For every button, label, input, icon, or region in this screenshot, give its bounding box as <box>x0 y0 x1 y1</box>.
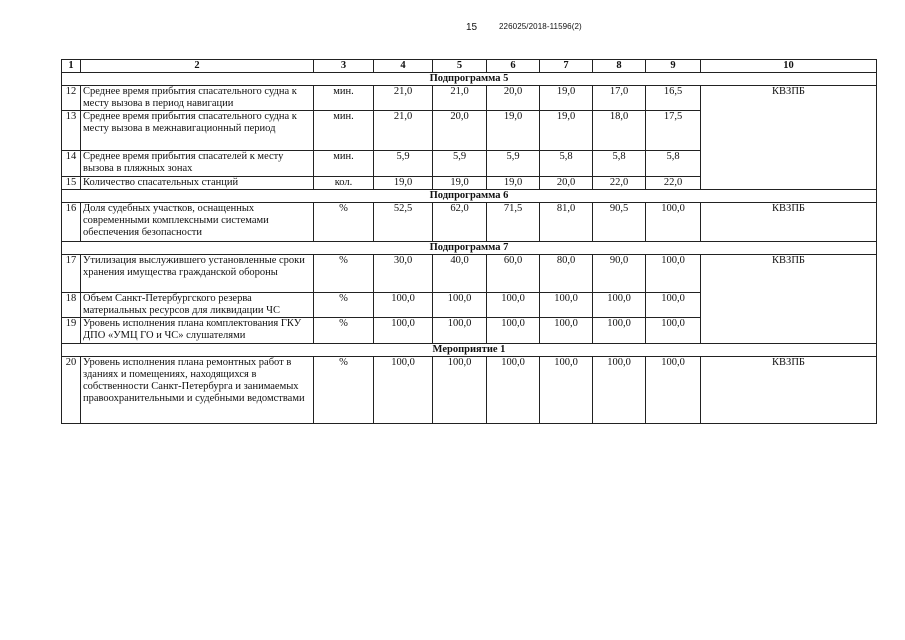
column-number-cell: 7 <box>540 60 593 73</box>
row-number-cell: 16 <box>62 203 81 242</box>
value-cell: 5,9 <box>433 151 487 177</box>
indicator-name-cell: Среднее время прибытия спасателей к месту вызова в пляжных зонах <box>81 151 314 177</box>
document-reference: 226025/2018-11596(2) <box>499 22 582 31</box>
table-row <box>62 318 877 344</box>
section-header-row <box>62 73 877 86</box>
column-number-row <box>62 60 877 73</box>
section-header-row <box>62 344 877 357</box>
value-cell: 62,0 <box>433 203 487 242</box>
value-cell: 100,0 <box>646 293 701 318</box>
value-cell: 5,8 <box>540 151 593 177</box>
value-cell: 19,0 <box>487 177 540 190</box>
value-cell: 22,0 <box>646 177 701 190</box>
indicator-name-cell: Среднее время прибытия спасательного судна к месту вызова в период навигации <box>81 86 314 111</box>
value-cell: 30,0 <box>374 255 433 293</box>
unit-cell: % <box>314 255 374 293</box>
responsible-cell: КВЗПБ <box>701 357 877 424</box>
table-row <box>62 293 877 318</box>
value-cell: 80,0 <box>540 255 593 293</box>
unit-cell: мин. <box>314 111 374 151</box>
value-cell: 19,0 <box>540 86 593 111</box>
row-number-cell: 19 <box>62 318 81 344</box>
value-cell: 18,0 <box>593 111 646 151</box>
value-cell: 60,0 <box>487 255 540 293</box>
table-row <box>62 255 877 293</box>
value-cell: 100,0 <box>433 293 487 318</box>
value-cell: 100,0 <box>433 357 487 424</box>
indicator-name-cell: Доля судебных участков, оснащенных современными комплексными системами обеспечения безопасности <box>81 203 314 242</box>
responsible-cell: КВЗПБ <box>701 255 877 293</box>
value-cell: 100,0 <box>540 318 593 344</box>
table-row <box>62 203 877 242</box>
column-number-cell: 5 <box>433 60 487 73</box>
value-cell: 5,9 <box>374 151 433 177</box>
value-cell: 19,0 <box>433 177 487 190</box>
value-cell: 100,0 <box>374 293 433 318</box>
column-number-cell: 6 <box>487 60 540 73</box>
indicator-name-cell: Уровень исполнения плана комплектования ГКУ ДПО «УМЦ ГО и ЧС» слушателями <box>81 318 314 344</box>
value-cell: 19,0 <box>540 111 593 151</box>
value-cell: 52,5 <box>374 203 433 242</box>
responsible-cell: КВЗПБ <box>701 86 877 111</box>
column-number-cell: 10 <box>701 60 877 73</box>
value-cell: 100,0 <box>593 293 646 318</box>
row-number-cell: 17 <box>62 255 81 293</box>
value-cell: 100,0 <box>646 203 701 242</box>
unit-cell: % <box>314 318 374 344</box>
unit-cell: кол. <box>314 177 374 190</box>
responsible-cell <box>701 177 877 190</box>
column-number-cell: 9 <box>646 60 701 73</box>
value-cell: 100,0 <box>540 293 593 318</box>
value-cell: 100,0 <box>487 357 540 424</box>
section-title: Подпрограмма 6 <box>62 190 877 203</box>
unit-cell: % <box>314 293 374 318</box>
responsible-cell <box>701 151 877 177</box>
value-cell: 40,0 <box>433 255 487 293</box>
section-header-row <box>62 242 877 255</box>
column-number-cell: 3 <box>314 60 374 73</box>
value-cell: 17,5 <box>646 111 701 151</box>
value-cell: 20,0 <box>487 86 540 111</box>
value-cell: 100,0 <box>433 318 487 344</box>
value-cell: 20,0 <box>540 177 593 190</box>
table-row <box>62 357 877 424</box>
indicators-table <box>61 59 877 424</box>
row-number-cell: 13 <box>62 111 81 151</box>
value-cell: 100,0 <box>593 318 646 344</box>
value-cell: 5,8 <box>593 151 646 177</box>
responsible-cell: КВЗПБ <box>701 203 877 242</box>
column-number-cell: 8 <box>593 60 646 73</box>
value-cell: 100,0 <box>646 357 701 424</box>
value-cell: 16,5 <box>646 86 701 111</box>
value-cell: 100,0 <box>374 357 433 424</box>
value-cell: 100,0 <box>487 318 540 344</box>
value-cell: 71,5 <box>487 203 540 242</box>
table-row <box>62 111 877 151</box>
responsible-cell <box>701 318 877 344</box>
section-title: Подпрограмма 5 <box>62 73 877 86</box>
value-cell: 90,0 <box>593 255 646 293</box>
value-cell: 19,0 <box>487 111 540 151</box>
value-cell: 100,0 <box>487 293 540 318</box>
value-cell: 100,0 <box>646 255 701 293</box>
indicator-name-cell: Количество спасательных станций <box>81 177 314 190</box>
row-number-cell: 12 <box>62 86 81 111</box>
row-number-cell: 18 <box>62 293 81 318</box>
value-cell: 21,0 <box>433 86 487 111</box>
value-cell: 90,5 <box>593 203 646 242</box>
indicator-name-cell: Среднее время прибытия спасательного судна к месту вызова в межнавигационный период <box>81 111 314 151</box>
section-title: Подпрограмма 7 <box>62 242 877 255</box>
value-cell: 21,0 <box>374 111 433 151</box>
value-cell: 19,0 <box>374 177 433 190</box>
value-cell: 100,0 <box>374 318 433 344</box>
section-title: Мероприятие 1 <box>62 344 877 357</box>
responsible-cell <box>701 111 877 151</box>
responsible-cell <box>701 293 877 318</box>
value-cell: 81,0 <box>540 203 593 242</box>
table-row <box>62 86 877 111</box>
page-number: 15 <box>466 22 478 33</box>
indicator-name-cell: Объем Санкт-Петербургского резерва материальных ресурсов для ликвидации ЧС <box>81 293 314 318</box>
row-number-cell: 20 <box>62 357 81 424</box>
table-row <box>62 177 877 190</box>
table-row <box>62 151 877 177</box>
unit-cell: % <box>314 357 374 424</box>
indicator-name-cell: Утилизация выслужившего установленные сроки хранения имущества гражданской обороны <box>81 255 314 293</box>
value-cell: 20,0 <box>433 111 487 151</box>
value-cell: 5,9 <box>487 151 540 177</box>
value-cell: 5,8 <box>646 151 701 177</box>
unit-cell: мин. <box>314 151 374 177</box>
column-number-cell: 2 <box>81 60 314 73</box>
unit-cell: % <box>314 203 374 242</box>
unit-cell: мин. <box>314 86 374 111</box>
value-cell: 100,0 <box>593 357 646 424</box>
value-cell: 17,0 <box>593 86 646 111</box>
column-number-cell: 4 <box>374 60 433 73</box>
value-cell: 21,0 <box>374 86 433 111</box>
row-number-cell: 14 <box>62 151 81 177</box>
column-number-cell: 1 <box>62 60 81 73</box>
value-cell: 22,0 <box>593 177 646 190</box>
value-cell: 100,0 <box>646 318 701 344</box>
value-cell: 100,0 <box>540 357 593 424</box>
indicator-name-cell: Уровень исполнения плана ремонтных работ в зданиях и помещениях, находящихся в собственности Санкт-Петербурга и занимаемых правоохранительными и судебными ведомствами <box>81 357 314 424</box>
section-header-row <box>62 190 877 203</box>
row-number-cell: 15 <box>62 177 81 190</box>
